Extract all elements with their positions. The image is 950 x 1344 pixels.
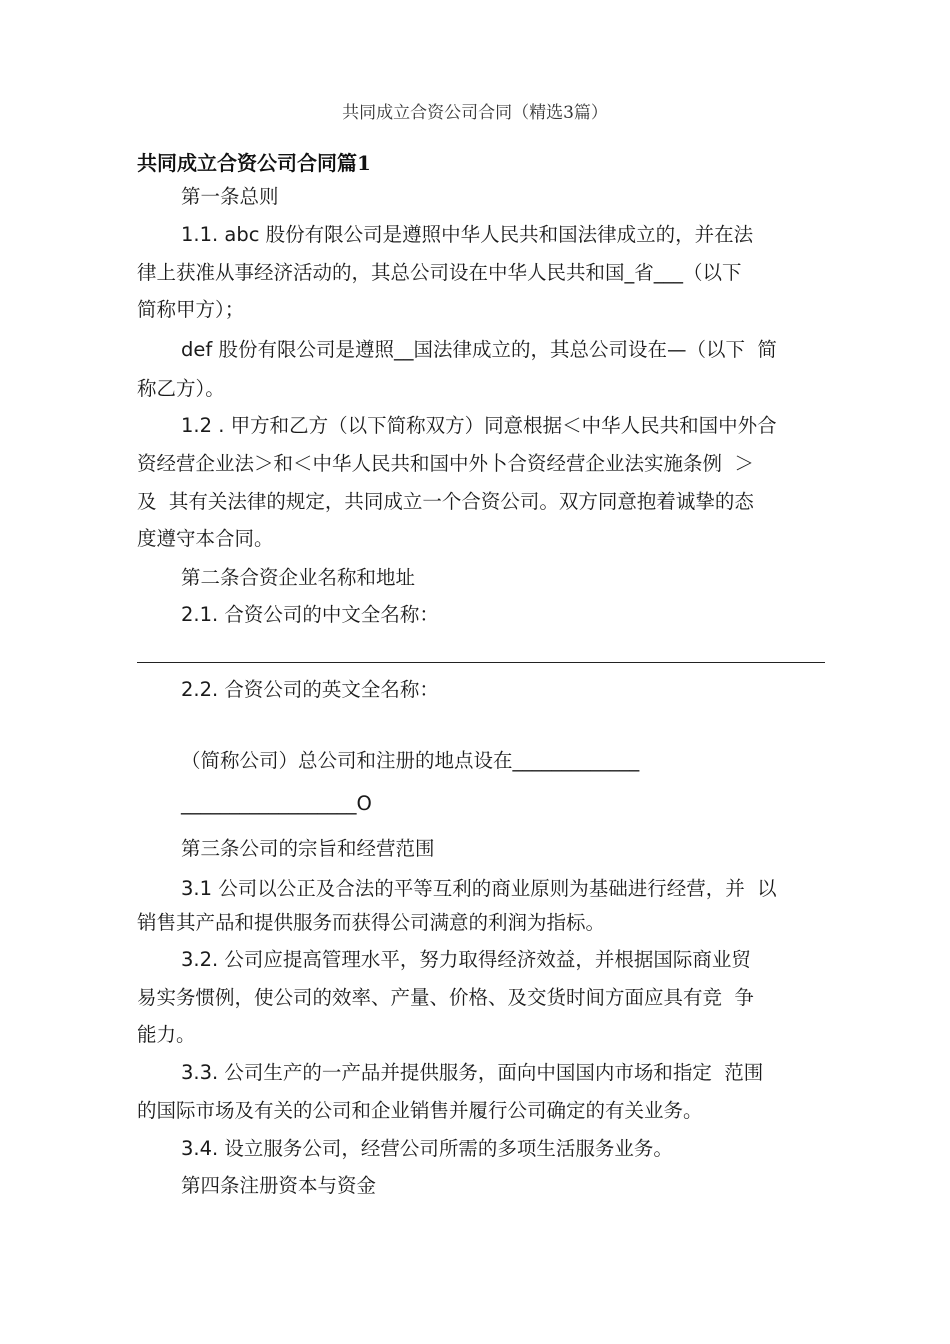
section-heading: 共同成立合资公司合同篇1 bbox=[137, 151, 371, 175]
paragraph-line: 度遵守本合同。 bbox=[137, 527, 274, 550]
paragraph-line: 的国际市场及有关的公司和企业销售并履行公司确定的有关业务。 bbox=[137, 1099, 703, 1122]
article-heading: 第二条合资企业名称和地址 bbox=[181, 566, 416, 589]
paragraph-line: def 股份有限公司是遵照__国法律成立的，其总公司设在—（以下 简 bbox=[181, 338, 777, 361]
paragraph-line: 及 其有关法律的规定，共同成立一个合资公司。双方同意抱着诚挚的态 bbox=[137, 490, 754, 513]
article-heading: 第三条公司的宗旨和经营范围 bbox=[181, 837, 435, 860]
paragraph-line: 1.1. abc 股份有限公司是遵照中华人民共和国法律成立的，并在法 bbox=[181, 223, 754, 246]
paragraph-line: 易实务惯例，使公司的效率、产量、价格、及交货时间方面应具有竞 争 bbox=[137, 986, 754, 1009]
paragraph-line: 2.2. 合资公司的英文全名称： bbox=[181, 678, 439, 701]
article-heading: 第四条注册资本与资金 bbox=[181, 1174, 377, 1197]
paragraph-line: 资经营企业法＞和＜中华人民共和国中外卜合资经营企业法实施条例 ＞ bbox=[137, 452, 754, 475]
paragraph-line: 律上获准从事经济活动的，其总公司设在中华人民共和国_省___（以下 bbox=[137, 261, 742, 284]
article-heading: 第一条总则 bbox=[181, 185, 279, 208]
paragraph-line: __________________O bbox=[181, 792, 372, 815]
paragraph-line: 2.1. 合资公司的中文全名称： bbox=[181, 603, 439, 626]
paragraph-line: 3.3. 公司生产的一产品并提供服务，面向中国国内市场和指定 范围 bbox=[181, 1061, 764, 1084]
paragraph-line: 称乙方）。 bbox=[137, 377, 225, 400]
paragraph-line: 简称甲方）； bbox=[137, 298, 245, 321]
paragraph-line: 3.4. 设立服务公司，经营公司所需的多项生活服务业务。 bbox=[181, 1137, 673, 1160]
paragraph-line: 1.2 . 甲方和乙方（以下简称双方）同意根据＜中华人民共和国中外合 bbox=[181, 414, 777, 437]
paragraph-line: 3.1 公司以公正及合法的平等互利的商业原则为基础进行经营，并 以 bbox=[181, 877, 777, 900]
paragraph-line: 能力。 bbox=[137, 1023, 196, 1046]
document-title: 共同成立合资公司合同（精选3篇） bbox=[342, 103, 608, 123]
fill-in-line bbox=[137, 662, 825, 663]
paragraph-line: 销售其产品和提供服务而获得公司满意的利润为指标。 bbox=[137, 911, 606, 934]
paragraph-line: 3.2. 公司应提高管理水平，努力取得经济效益，并根据国际商业贸 bbox=[181, 948, 751, 971]
paragraph-line: （简称公司）总公司和注册的地点设在_____________ bbox=[181, 749, 640, 772]
